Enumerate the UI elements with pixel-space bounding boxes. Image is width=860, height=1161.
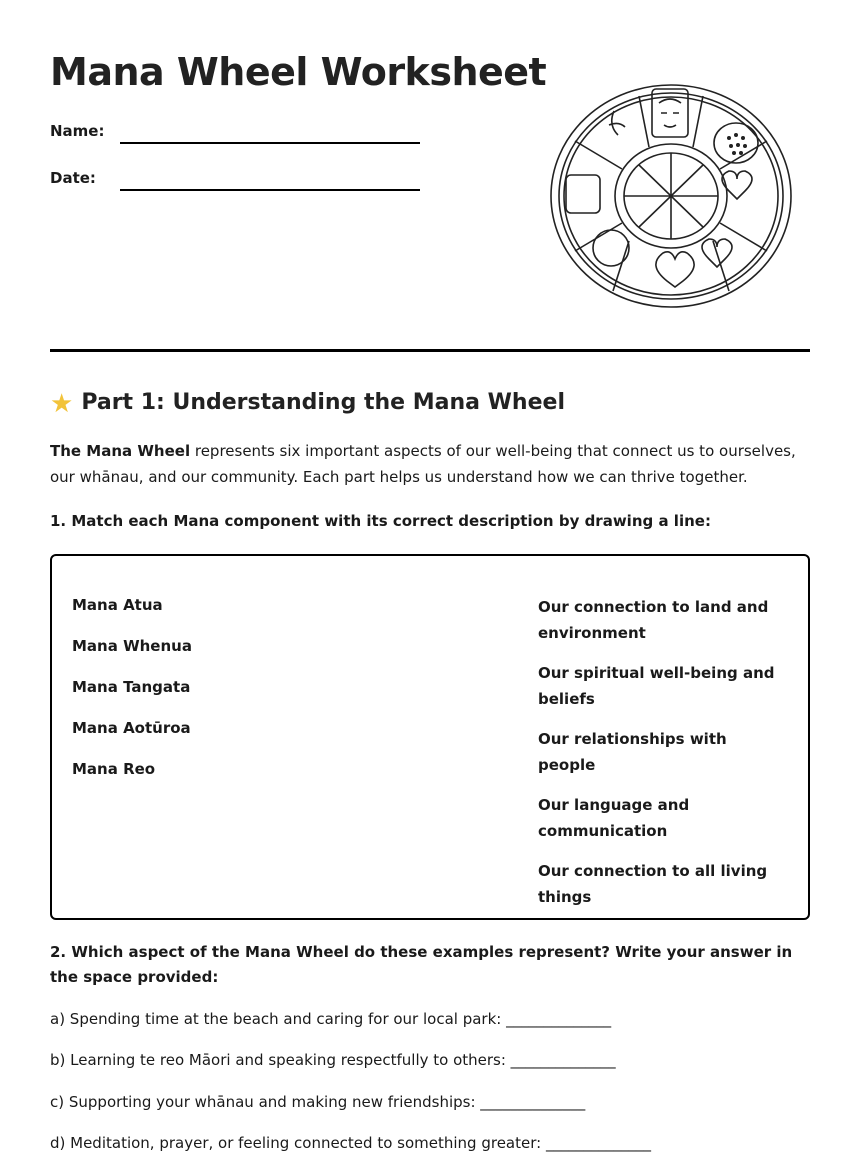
date-label: Date:: [50, 169, 96, 187]
component-mana-atua[interactable]: Mana Atua: [72, 596, 163, 614]
description-living-things[interactable]: Our connection to all living things: [538, 862, 768, 906]
date-blank-line[interactable]: [120, 189, 420, 191]
part1-heading-text: Part 1: Understanding the Mana Wheel: [81, 390, 565, 415]
example-c[interactable]: c) Supporting your whānau and making new friendships: ______________: [50, 1093, 586, 1111]
example-b[interactable]: b) Learning te reo Māori and speaking respectfully to others: ______________: [50, 1051, 616, 1069]
descriptions-column: [538, 594, 778, 924]
components-column: [72, 594, 192, 799]
date-field: [50, 169, 96, 187]
component-mana-aoturoa[interactable]: Mana Aotūroa: [72, 719, 191, 737]
question-1: 1. Match each Mana component with its correct description by drawing a line:: [50, 512, 711, 530]
description-language[interactable]: Our language and communication: [538, 796, 690, 840]
section-divider: [50, 349, 810, 352]
matching-box: [50, 554, 810, 920]
page-title: Mana Wheel Worksheet: [50, 50, 547, 94]
description-relationships[interactable]: Our relationships with people: [538, 730, 727, 774]
name-blank-line[interactable]: [120, 142, 420, 144]
question-2: 2. Which aspect of the Mana Wheel do these examples represent? Write your answer in the space provided:: [50, 943, 793, 986]
component-mana-reo[interactable]: Mana Reo: [72, 760, 156, 778]
intro-bold: The Mana Wheel: [50, 442, 191, 460]
star-icon: ★: [50, 389, 74, 419]
description-spiritual[interactable]: Our spiritual well-being and beliefs: [538, 664, 775, 708]
example-a[interactable]: a) Spending time at the beach and caring for our local park: ______________: [50, 1010, 612, 1028]
intro-paragraph: [50, 438, 810, 490]
part1-heading: [50, 389, 565, 419]
name-label: Name:: [50, 122, 105, 140]
description-land[interactable]: Our connection to land and environment: [538, 598, 769, 642]
component-mana-whenua[interactable]: Mana Whenua: [72, 637, 192, 655]
intro-text: represents six important aspects of our well-being that connect us to ourselves, our whānau, and our community. Each part helps us understand how we can thrive together.: [50, 442, 796, 486]
name-field: [50, 122, 104, 140]
mana-wheel-illustration: [549, 83, 794, 310]
example-d[interactable]: d) Meditation, prayer, or feeling connected to something greater: ______________: [50, 1134, 651, 1152]
component-mana-tangata[interactable]: Mana Tangata: [72, 678, 191, 696]
